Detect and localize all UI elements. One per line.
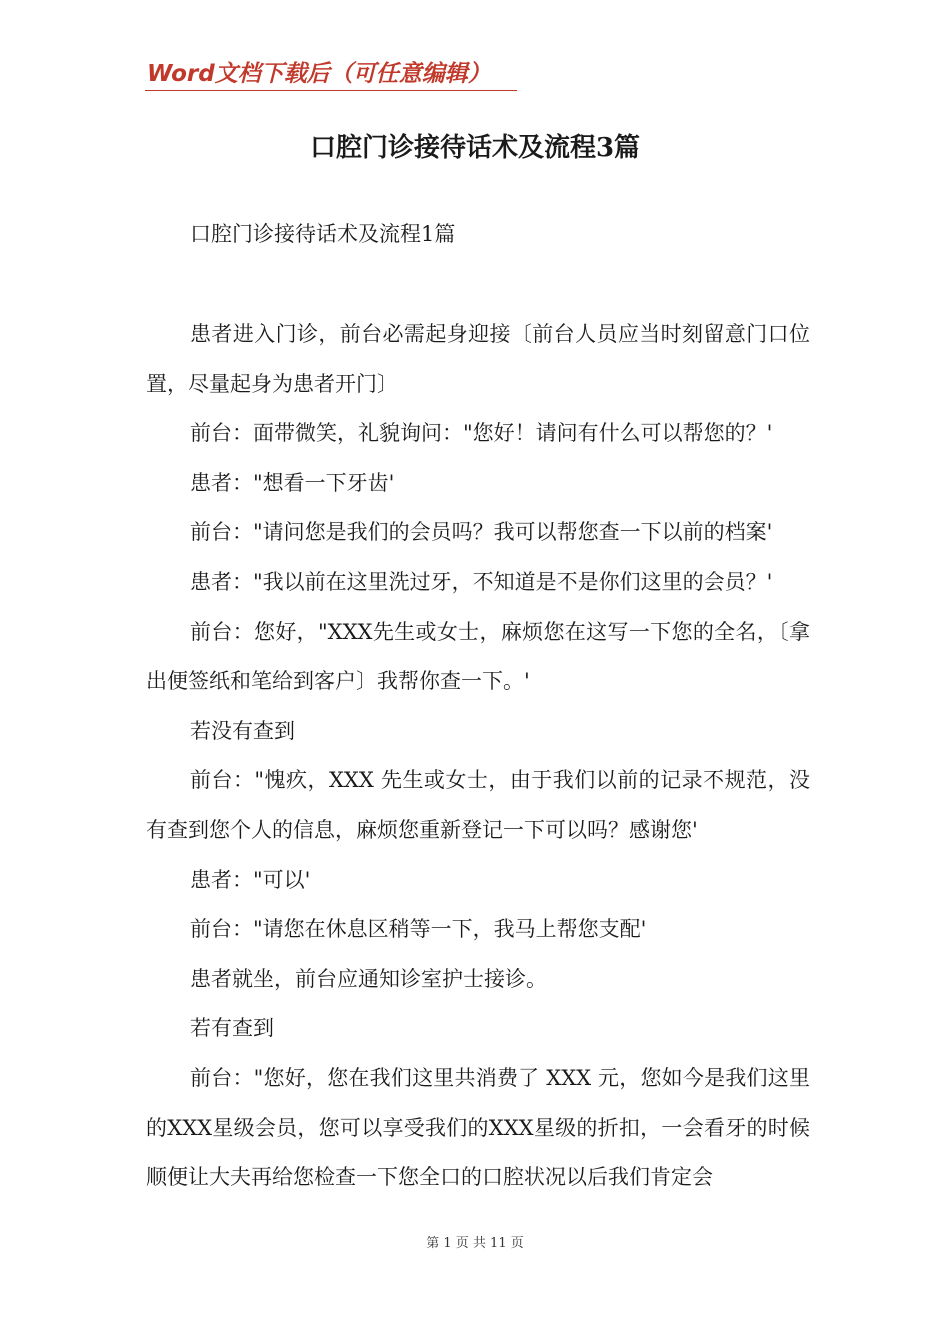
page-footer: 第 1 页 共 11 页 — [426, 1236, 524, 1251]
paragraph: 患者进入门诊，前台必需起身迎接〔前台人员应当时刻留意门口位置，尽量起身为患者开门〕 — [146, 322, 810, 396]
paragraph: 患者："可以' — [190, 867, 311, 892]
banner-text: Word文档下载后（可任意编辑） — [147, 61, 491, 87]
paragraph: 患者："我以前在这里洗过牙，不知道是不是你们这里的会员？' — [190, 569, 773, 594]
paragraph: 患者："想看一下牙齿' — [190, 470, 395, 495]
paragraph: 若没有查到 — [190, 718, 295, 743]
paragraph: 前台："请问您是我们的会员吗？我可以帮您查一下以前的档案' — [190, 520, 773, 545]
document-body — [146, 310, 810, 1203]
document-title: 口腔门诊接待话术及流程3篇 — [309, 133, 641, 163]
paragraph: 前台："请您在休息区稍等一下，我马上帮您支配' — [190, 917, 647, 942]
section-subtitle: 口腔门诊接待话术及流程1篇 — [190, 222, 456, 246]
paragraph: 患者就坐，前台应通知诊室护士接诊。 — [190, 966, 547, 991]
paragraph: 前台：面带微笑，礼貌询问："您好！请问有什么可以帮您的？' — [190, 421, 773, 446]
paragraph: 若有查到 — [190, 1016, 274, 1041]
paragraph: 前台："您好，您在我们这里共消费了 XXX 元，您如今是我们这里的XXX星级会员，您可以享受我们的XXX星级的折扣，一会看牙的时候顺便让大夫再给您检查一下您全口的口腔状况以后我们肯定会 — [146, 1065, 810, 1190]
paragraph: 前台：您好，"XXX先生或女士，麻烦您在这写一下您的全名，〔拿出便签纸和笔给到客户〕我帮你查一下。' — [146, 619, 810, 694]
download-banner — [145, 58, 517, 91]
paragraph: 前台："愧疚，XXX 先生或女士，由于我们以前的记录不规范，没有查到您个人的信息，麻烦您重新登记一下可以吗？感谢您' — [146, 768, 810, 842]
